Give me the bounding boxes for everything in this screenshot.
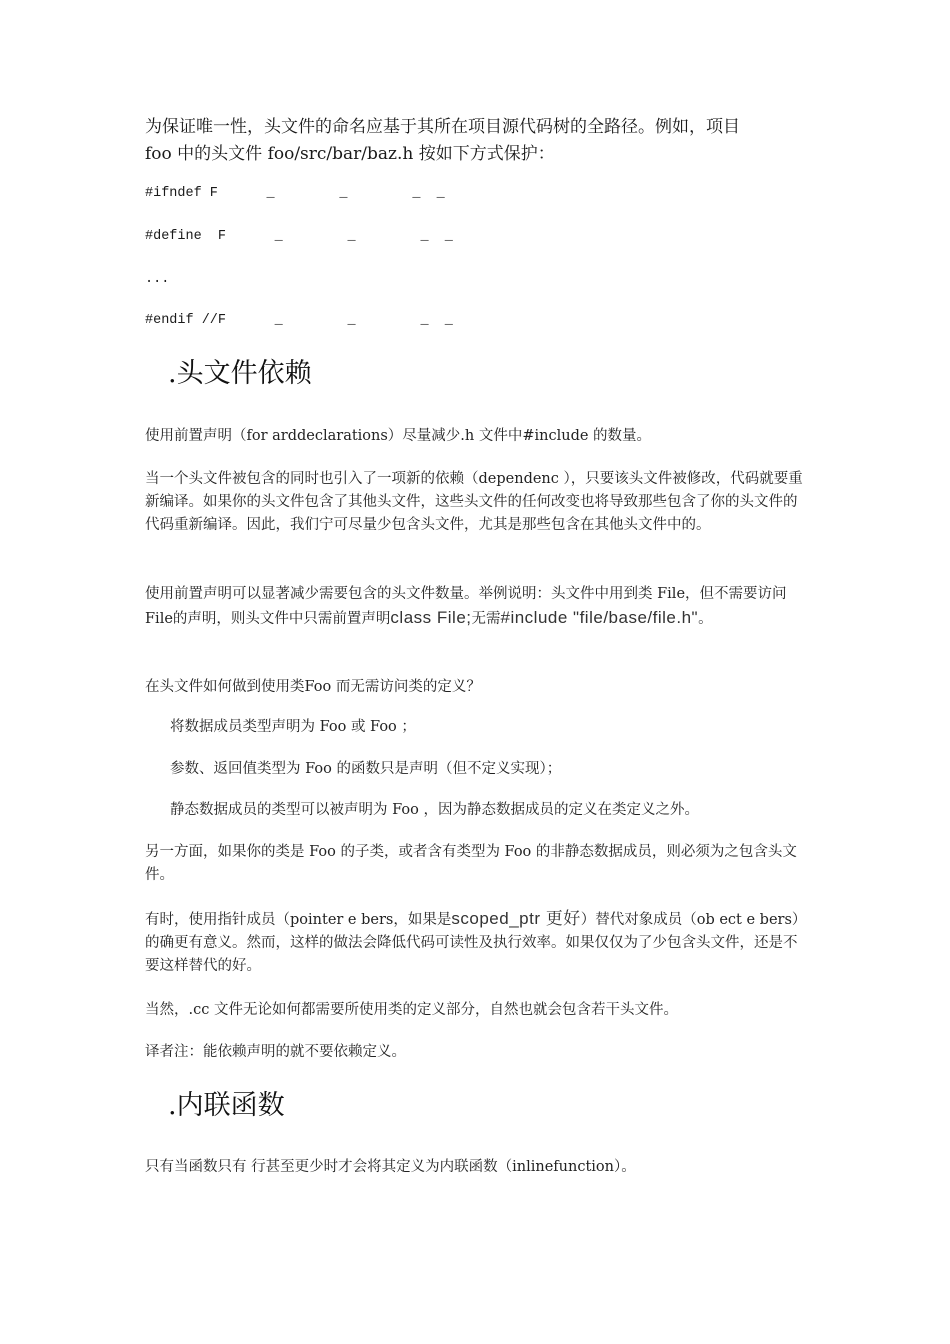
paragraph-cc-files: 当然，.cc 文件无论如何都需要所使用类的定义部分，自然也就会包含若干头文件。 [145,1002,678,1018]
section-heading-inline-functions: .内联函数 [168,1090,285,1121]
paragraph-forward-declarations: 使用前置声明（for arddeclarations）尽量减少.h 文件中#include 的数量。 [145,428,652,444]
intro-line-1: 为保证唯一性，头文件的命名应基于其所在项目源代码树的全路径。例如，项目 [145,117,740,137]
pointer-code: scoped_ptr 更好 [451,909,581,928]
intro-paragraph [145,114,810,168]
paragraph-dependency-explanation: 当一个头文件被包含的同时也引入了一项新的依赖（dependenc ），只要该头文件被修改，代码就要重新编译。如果你的头文件包含了其他头文件，这些头文件的任何改变也将导致那些包含了你的头文件的代码重新编译。因此，我们宁可尽量少包含头文件，尤其是那些包含在其他头文件中的。 [145,471,803,533]
list-item: 将数据成员类型声明为 Foo 或 Foo ； [170,719,416,735]
code-ifndef: #ifndef F _ _ _ _ [145,186,445,201]
paragraph-question: 在头文件如何做到使用类Foo 而无需访问类的定义？ [145,679,481,695]
code-endif: #endif //F _ _ _ _ [145,313,453,328]
list-item: 静态数据成员的类型可以被声明为 Foo ，因为静态数据成员的定义在类定义之外。 [170,802,699,818]
paragraph-inline-rule: 只有当函数只有 行甚至更少时才会将其定义为内联函数（inlinefunction）。 [145,1159,636,1175]
example-text-end: 。 [698,611,713,627]
pointer-text: 有时，使用指针成员（pointer e bers，如果是 [145,912,452,928]
paragraph-subclass-note: 另一方面，如果你的类是 Foo 的子类，或者含有类型为 Foo 的非静态数据成员，则必须为之包含头文件。 [145,844,797,883]
example-text: 使用前置声明可以显著减少需要包含的头文件数量。举例说明：头文件中用到类 File，但不需要访问 File的声明，则头文件中只需前置声明 [145,586,787,627]
intro-line-2: foo 中的头文件 foo/src/bar/baz.h 按如下方式保护： [145,144,555,164]
paragraph-translator-note: 译者注：能依赖声明的就不要依赖定义。 [145,1044,406,1060]
paragraph-forward-declaration-example [145,583,810,631]
example-code-class: class File; [390,608,472,627]
code-ellipsis: ... [145,272,170,287]
example-text-mid: 无需 [471,611,501,627]
list-item: 参数、返回值类型为 Foo 的函数只是声明（但不定义实现）； [170,761,562,777]
paragraph-pointer-members [145,907,810,978]
example-code-include: #include "file/base/file.h" [500,608,699,627]
code-define: #define F _ _ _ _ [145,229,453,244]
section-heading-header-dependencies: .头文件依赖 [168,358,312,389]
pointer-text-rest: ）替代对象成员（ob ect e bers）的确更有意义。然而，这样的做法会降低代码可读性及执行效率。如果仅仅为了少包含头文件，还是不要这样替代的好。 [145,912,807,974]
